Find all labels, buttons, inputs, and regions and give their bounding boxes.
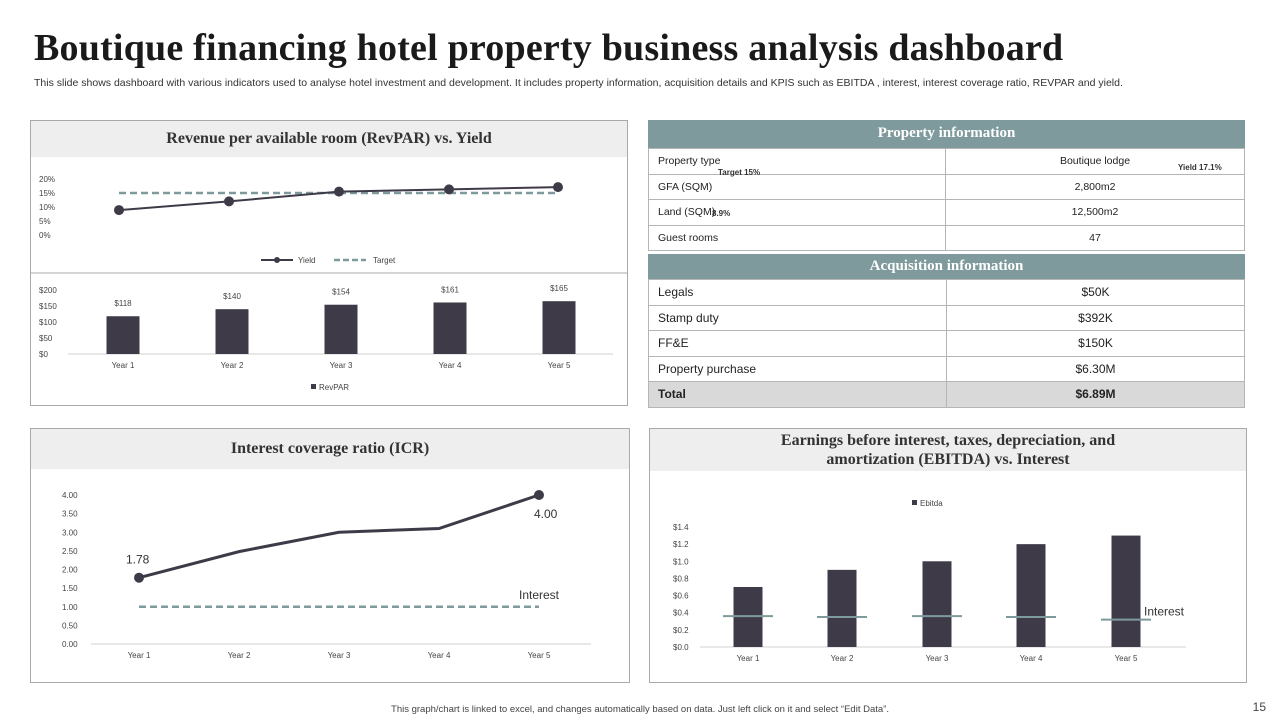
y-tick-label: $0.8 <box>673 574 689 584</box>
row-label: FF&E <box>649 331 947 357</box>
bar-data-label: $118 <box>114 299 132 309</box>
x-tick-label: Year 5 <box>547 361 571 370</box>
y-tick-label: 20% <box>39 175 56 184</box>
table-row <box>649 200 1245 226</box>
y-tick-label: 3.50 <box>62 509 78 519</box>
acquisition-info-table <box>648 279 1245 408</box>
x-tick-label: Year 2 <box>227 651 251 660</box>
yield-point <box>444 184 454 194</box>
revpar-bar <box>216 309 249 354</box>
revpar-panel-title: Revenue per available room (RevPAR) vs. Yield <box>31 121 627 157</box>
table-row <box>649 225 1245 251</box>
icr-point <box>134 573 144 583</box>
bar-data-label: $161 <box>441 285 459 295</box>
y-tick-label: 1.50 <box>62 584 78 594</box>
table-row <box>649 331 1245 357</box>
x-tick-label: Year 1 <box>127 651 151 660</box>
row-value: 2,800m2 <box>946 174 1245 200</box>
y-tick-label: $0 <box>39 350 48 359</box>
row-value: 12,500m2 <box>946 200 1245 226</box>
table-row <box>649 305 1245 331</box>
y-tick-label: $1.4 <box>673 523 689 532</box>
y-tick-label: $1.2 <box>673 540 689 550</box>
row-label: Stamp duty <box>649 305 947 331</box>
interest-series-label: Interest <box>1144 604 1185 619</box>
legend-yield-marker <box>274 257 280 263</box>
y-tick-label: $0.0 <box>673 643 689 652</box>
legend-ebitda-swatch <box>912 500 917 505</box>
x-tick-label: Year 4 <box>1019 654 1043 663</box>
y-tick-label: 0.00 <box>62 640 78 649</box>
total-row <box>649 382 1245 408</box>
row-value: $150K <box>947 331 1245 357</box>
legend-target-label: Target <box>373 256 396 265</box>
icr-data-label: 1.78 <box>126 552 150 567</box>
page-subtitle: This slide shows dashboard with various indicators used to analyse hotel investment and development. It includes property information, acquisition details and KPIS such as EBITDA , interest, interest coverage ratio, REVPAR and yield. <box>34 77 1123 89</box>
icr-data-label: 4.00 <box>534 507 558 521</box>
ebitda-chart[interactable] <box>650 471 1246 682</box>
ebitda-bar <box>1017 544 1046 647</box>
row-label: Total <box>649 382 947 408</box>
revpar-bar <box>434 302 467 354</box>
y-tick-label: 3.00 <box>62 528 78 538</box>
yield-overlay-label: Yield 17.1% <box>1178 163 1222 172</box>
row-label: Property type <box>649 149 946 175</box>
y-tick-label: 1.00 <box>62 602 78 612</box>
revpar-bar <box>543 301 576 354</box>
icr-panel <box>30 428 630 683</box>
yield-point <box>334 187 344 197</box>
table-row <box>649 174 1245 200</box>
revpar-bar <box>107 316 140 354</box>
legend-ebitda-label: Ebitda <box>920 499 943 508</box>
x-tick-label: Year 2 <box>220 361 244 370</box>
x-tick-label: Year 2 <box>830 654 854 663</box>
acquisition-info-header: Acquisition information <box>648 254 1245 280</box>
revpar-yield-chart[interactable] <box>31 157 627 405</box>
bar-data-label: $154 <box>332 287 350 297</box>
revpar-bar <box>325 305 358 354</box>
x-tick-label: Year 1 <box>111 361 135 370</box>
x-tick-label: Year 5 <box>527 651 551 660</box>
y-tick-label: $0.2 <box>673 625 689 635</box>
ebitda-panel <box>649 428 1247 683</box>
icr-line <box>139 495 539 578</box>
y-tick-label: 5% <box>39 217 51 226</box>
yield-point <box>114 205 124 215</box>
table-row <box>649 280 1245 306</box>
y-tick-label: $0.6 <box>673 591 689 601</box>
ebitda-title-line1: Earnings before interest, taxes, depreciation, and <box>780 432 1116 449</box>
y-tick-label: $0.4 <box>673 608 689 618</box>
interest-series-label: Interest <box>519 587 560 602</box>
row-value: $50K <box>947 280 1245 306</box>
y-tick-label: $150 <box>39 302 57 311</box>
x-tick-label: Year 3 <box>327 651 351 660</box>
legend-yield-label: Yield <box>298 256 316 265</box>
y-tick-label: $1.0 <box>673 557 689 567</box>
icr-panel-title: Interest coverage ratio (ICR) <box>31 429 629 469</box>
yield-point <box>553 182 563 192</box>
target-overlay-label: Target 15% <box>718 168 761 177</box>
icr-chart[interactable] <box>31 469 629 682</box>
y-tick-label: $100 <box>39 318 57 327</box>
bar-data-label: $140 <box>223 292 241 302</box>
legend-revpar-swatch <box>311 384 316 389</box>
x-tick-label: Year 4 <box>427 651 451 660</box>
table-row <box>649 356 1245 382</box>
property-info-header: Property information <box>648 120 1245 148</box>
ebitda-panel-title <box>650 429 1246 471</box>
x-tick-label: Year 3 <box>925 654 949 663</box>
row-label: Guest rooms <box>649 225 946 251</box>
y-tick-label: 0.50 <box>62 621 78 631</box>
y-tick-label: 2.50 <box>62 546 78 556</box>
y-tick-label: 10% <box>39 203 56 212</box>
row-label: Legals <box>649 280 947 306</box>
ebitda-bar <box>1112 536 1141 647</box>
x-tick-label: Year 3 <box>329 361 353 370</box>
row-value: Boutique lodge <box>946 149 1245 175</box>
ebitda-title-line2: amortization (EBITDA) vs. Interest <box>826 451 1070 468</box>
page-number: 15 <box>1252 700 1266 714</box>
legend-revpar-label: RevPAR <box>319 383 350 392</box>
icr-point <box>534 490 544 500</box>
footer-note: This graph/chart is linked to excel, and changes automatically based on data. Just left click on it and select “Edit Data”. <box>391 704 889 715</box>
ebitda-bar <box>828 570 857 647</box>
page-title: Boutique financing hotel property business analysis dashboard <box>34 27 1064 69</box>
row-label: Property purchase <box>649 356 947 382</box>
row-value: $6.89M <box>947 382 1245 408</box>
row-label: Land (SQM) <box>649 200 946 226</box>
row-label: GFA (SQM) <box>649 174 946 200</box>
low-yield-overlay-label: 8.9% <box>712 209 731 218</box>
yield-point <box>224 196 234 206</box>
y-tick-label: 4.00 <box>62 491 78 500</box>
y-tick-label: $200 <box>39 286 57 295</box>
y-tick-label: 15% <box>39 189 56 198</box>
bar-data-label: $165 <box>550 284 568 294</box>
y-tick-label: 0% <box>39 231 51 240</box>
x-tick-label: Year 1 <box>736 654 760 663</box>
revpar-yield-panel <box>30 120 628 406</box>
row-value: $392K <box>947 305 1245 331</box>
y-tick-label: 2.00 <box>62 565 78 575</box>
y-tick-label: $50 <box>39 334 53 343</box>
property-info-table <box>648 148 1245 251</box>
ebitda-bar <box>923 561 952 647</box>
row-value: 47 <box>946 225 1245 251</box>
x-tick-label: Year 5 <box>1114 654 1138 663</box>
row-value: $6.30M <box>947 356 1245 382</box>
x-tick-label: Year 4 <box>438 361 462 370</box>
